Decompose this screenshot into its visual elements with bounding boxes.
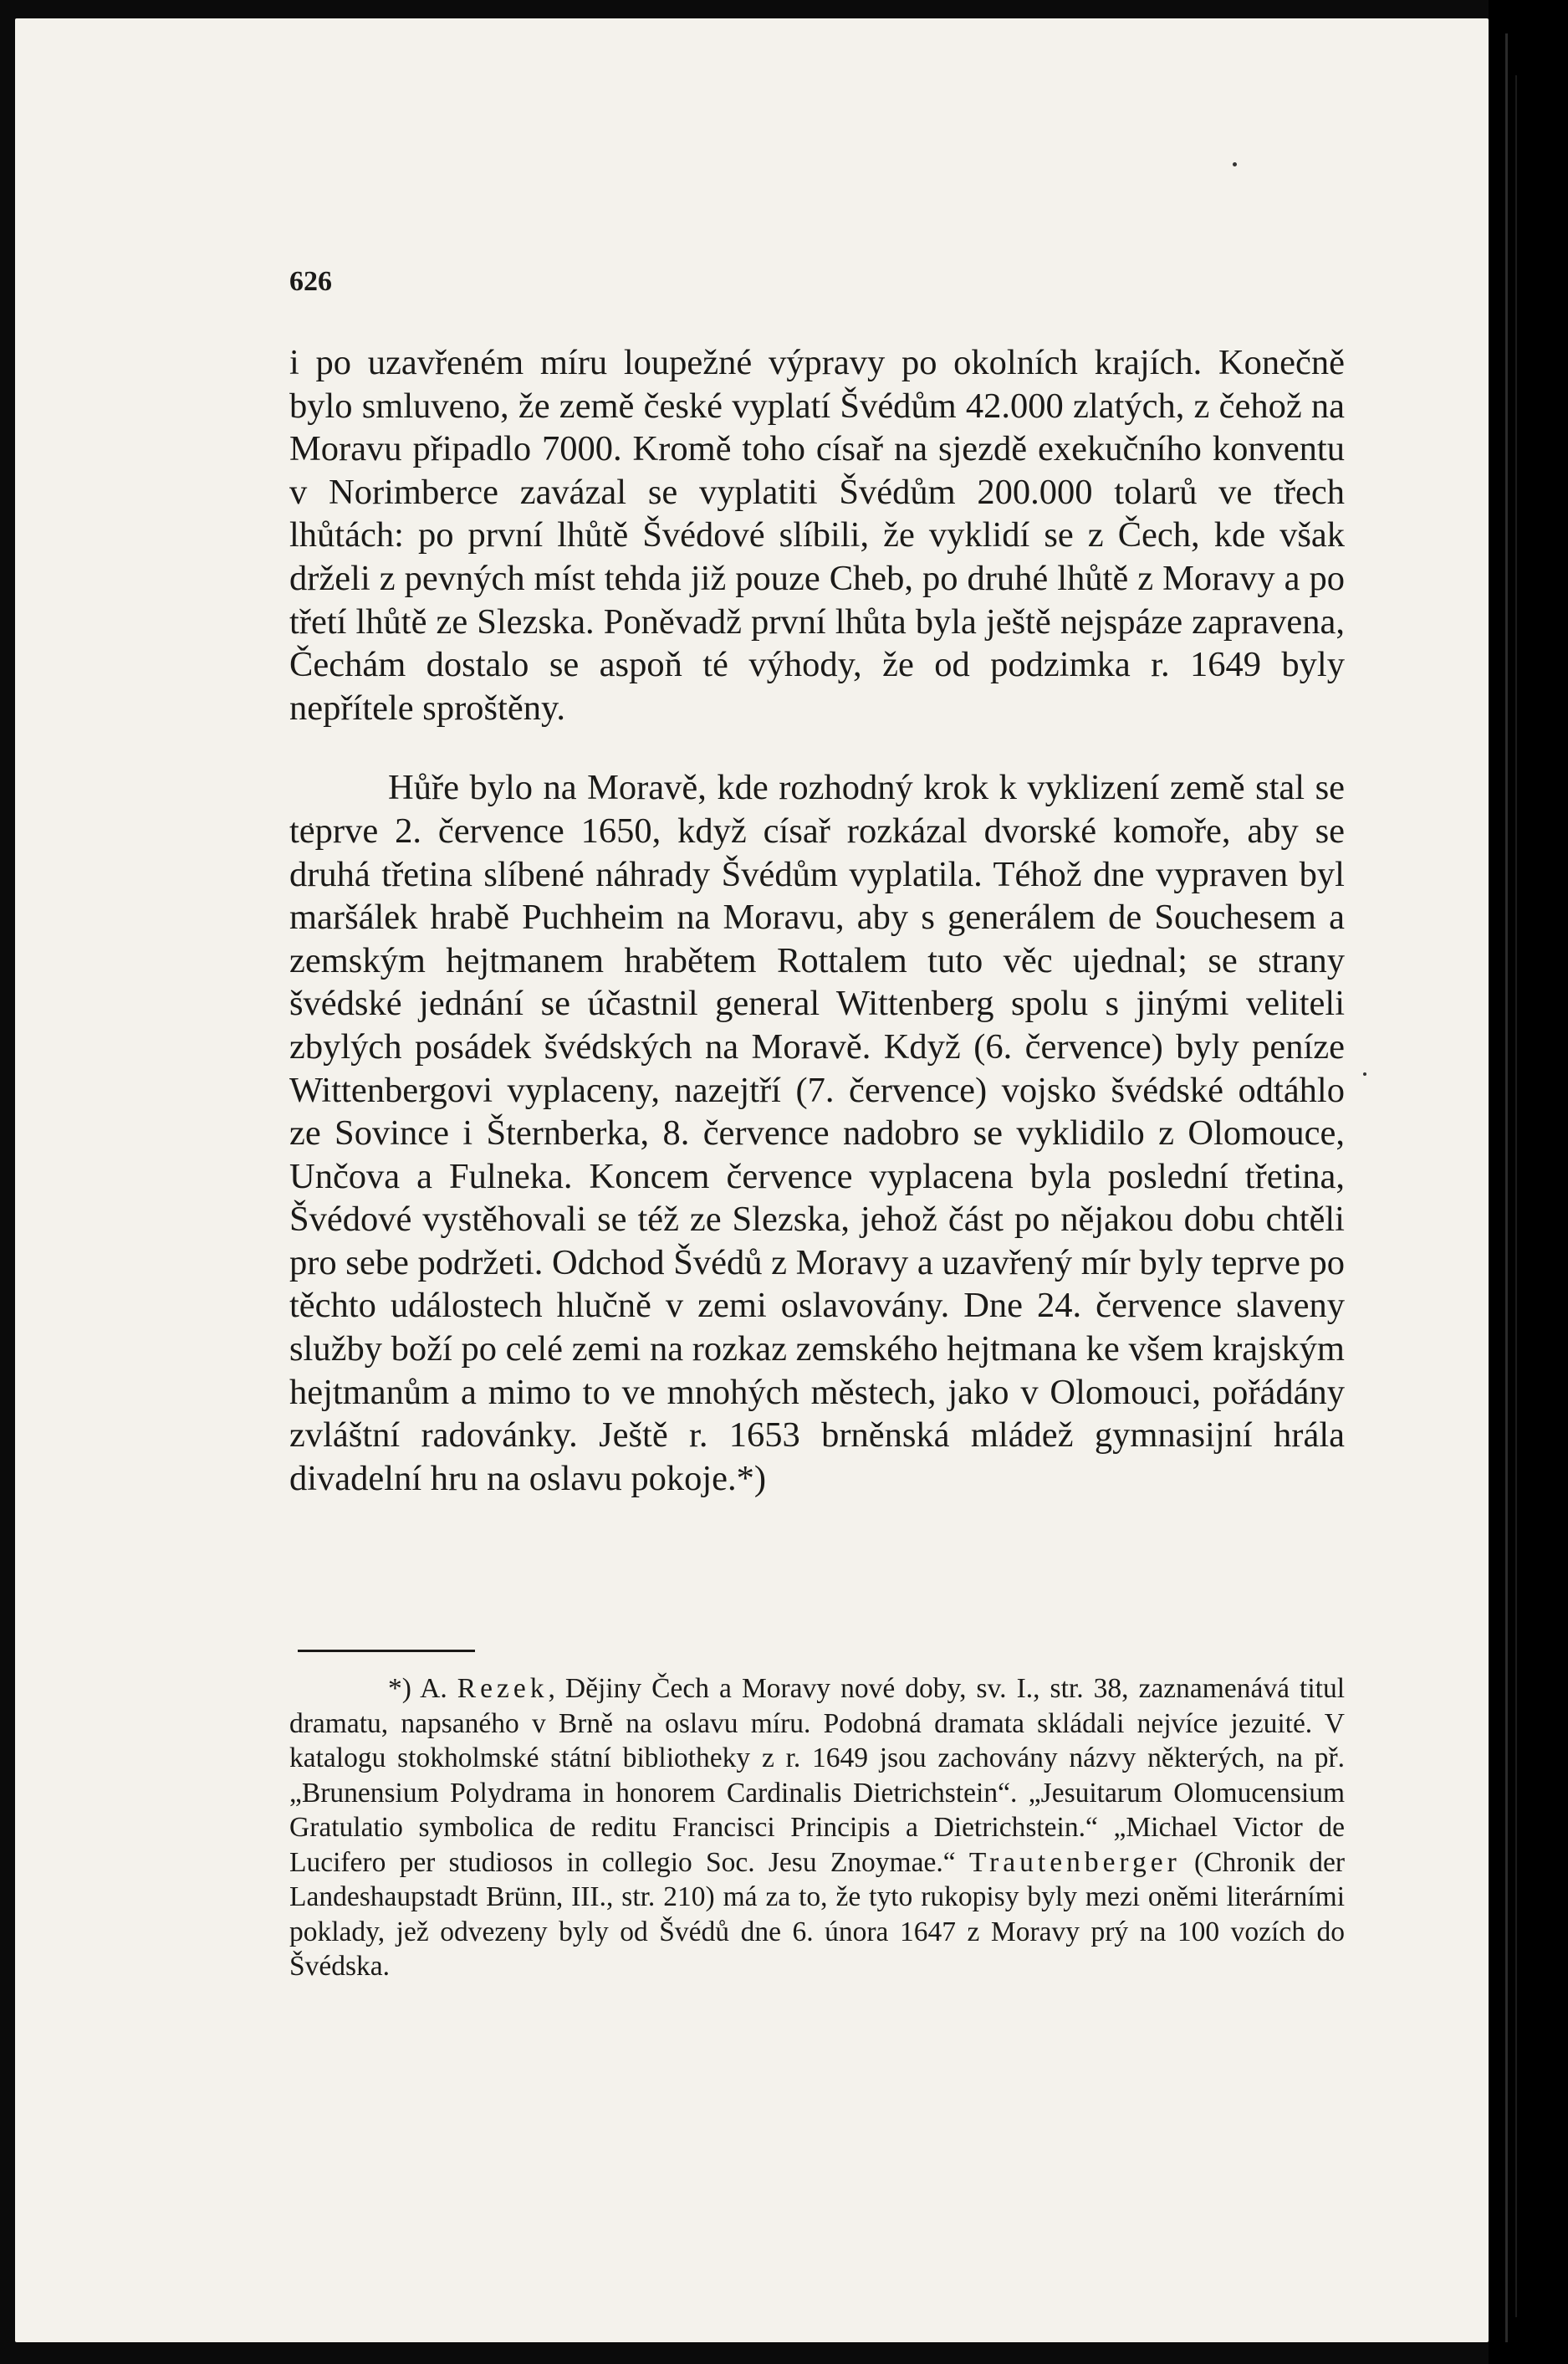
page-number: 626 — [289, 266, 332, 297]
main-text — [289, 341, 1345, 1500]
scan-speck — [1363, 1072, 1366, 1076]
footnote — [289, 1671, 1345, 1984]
footnote-text: , Dějiny Čech a Moravy nové doby, sv. I., str. 38, zaznamenává titul dramatu, napsaného v Brně na oslavu míru. Podobná dramata skládali nejvíce jezuité. V katalogu stokholmské státní bibliotheky z r. 1649 jsou zachovány názvy některých, na př. „Brunensium Polydrama in honorem Cardinalis Dietrichstein“. „Jesuitarum Olomucensium Gratulatio symbolica de reditu Francisci Principis a Dietrichstein.“ „Michael Victor de Lucifero per studiosos in collegio Soc. Jesu Znoymae.“ — [289, 1673, 1345, 1878]
footnote-separator — [298, 1650, 475, 1652]
footnote-text: (Chronik der Landeshaupstadt Brünn, III., str. 210) má za to, že tyto rukopisy byly mezi oněmi literárními poklady, jež odvezeny byly od Švédů dne 6. února 1647 z Moravy prý na 100 vozích do Švédska. — [289, 1846, 1345, 1982]
scan-speck — [1233, 162, 1237, 166]
paragraph: i po uzavřeném míru loupežné výpravy po okolních krajích. Konečně bylo smluveno, že země české vyplatí Švédům 42.000 zlatých, z čehož na Moravu připadlo 7000. Kromě toho císař na sjezdě exekučního konventu v Norimberce zavázal se vyplatiti Švédům 200.000 tolarů ve třech lhůtách: po první lhůtě Švédové slíbili, že vyklidí se z Čech, kde však drželi z pevných míst tehda již pouze Cheb, po druhé lhůtě z Moravy a po třetí lhůtě ze Slezska. Poněvadž první lhůta byla ještě nejspáze zapravena, Čechám dostalo se aspoň té výhody, že od podzimka r. 1649 byly nepřítele sproštěny. — [289, 343, 1345, 728]
scan-border — [1489, 0, 1568, 2364]
page-edge-line — [1515, 75, 1517, 2317]
page-edge-line — [1505, 33, 1508, 2342]
footnote-marker: *) A. — [388, 1673, 447, 1704]
paragraph: Hůře bylo na Moravě, kde rozhodný krok k vyklizení země stal se teprve 2. července 1650, když císař rozkázal dvorské komoře, aby se druhá třetina slíbené náhrady Švédům vyplatila. Téhož dne vypraven byl maršálek hrabě Puchheim na Moravu, aby s generálem de Souchesem a zemským hejtmanem hrabětem Rottalem tuto věc ujednal; se strany švédské jednání se účastnil general Wittenberg spolu s jinými veliteli zbylých posádek švédských na Moravě. Když (6. července) byly peníze Wittenbergovi vyplaceny, nazejtří (7. července) vojsko švédské odtáhlo ze Sovince i Šternberka, 8. července nadobro se vyklidilo z Olomouce, Unčova a Fulneka. Koncem července vyplacena byla poslední třetina, Švédové vystěhovali se též ze Slezska, jehož část po nějakou dobu chtěli pro sebe podržeti. Odchod Švédů z Moravy a uzavřený mír byly teprve po těchto událostech hlučně v zemi oslavovány. Dne 24. července slaveny služby boží po celé zemi na rozkaz zemského hejtmana ke všem krajským hejtmanům a mimo to ve mnohých městech, jako v Olomouci, pořádány zvláštní radovánky. Ještě r. 1653 brněnská mládež gymnasijní hrála divadelní hru na oslavu pokoje.*) — [289, 768, 1345, 1498]
footnote-author: Rezek — [457, 1673, 549, 1704]
footnote-author: Trautenberger — [968, 1846, 1181, 1878]
